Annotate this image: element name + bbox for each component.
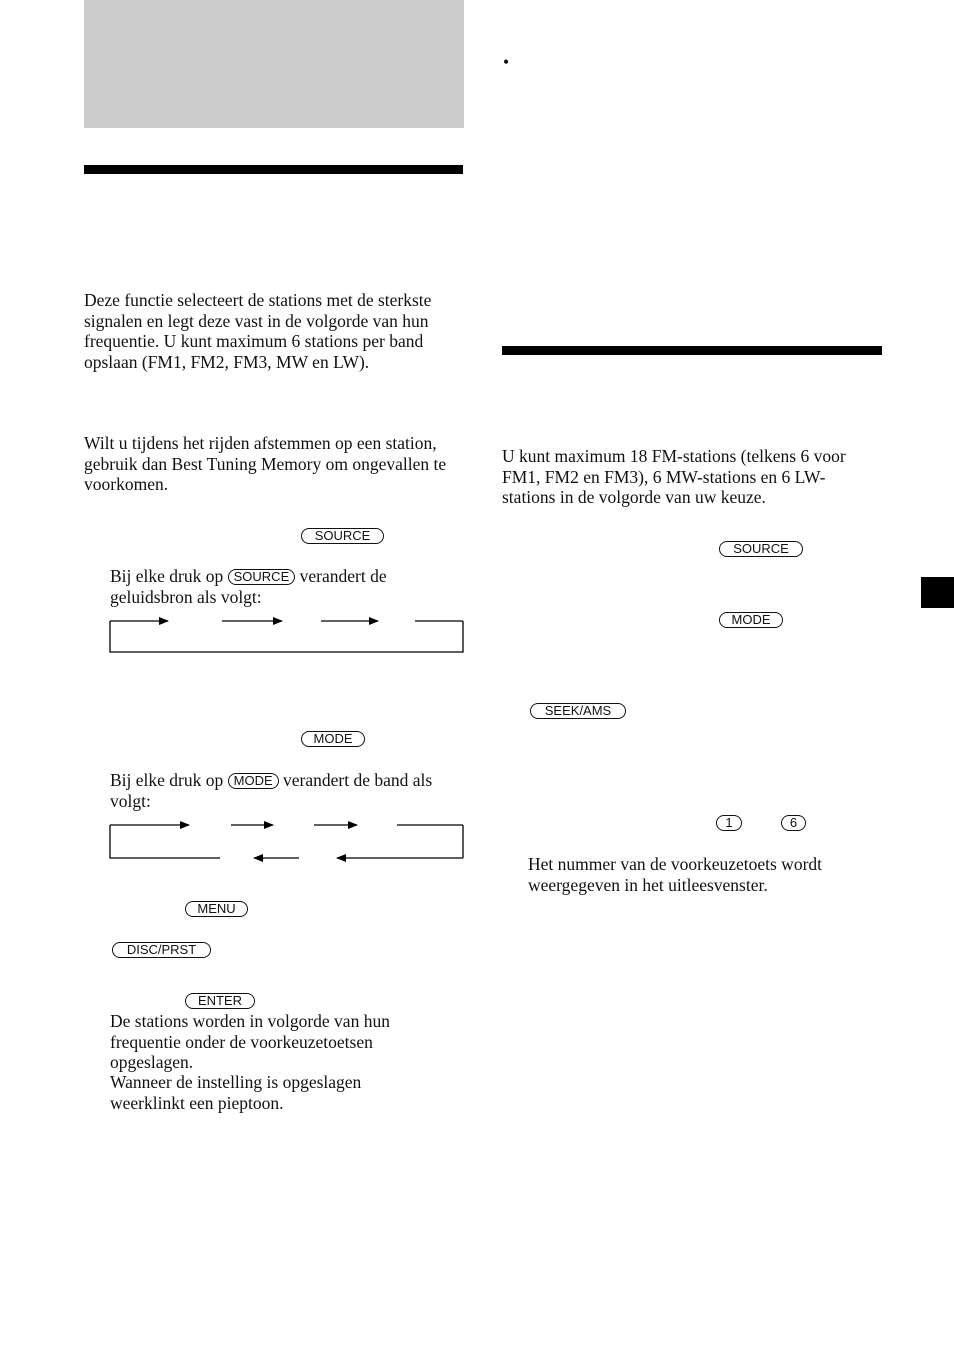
- left-intro-paragraph: Deze functie selecteert de stations met de sterkste signalen en legt deze vast in de volgorde van hun frequentie. U kunt maximum 6 stations per band opslaan (FM1, FM2, FM3, MW en LW).: [84, 290, 432, 372]
- seek-ams-key: SEEK/AMS: [530, 703, 626, 719]
- left-step5-note: Wanneer de instelling is opgeslagen weerklinkt een pieptoon.: [110, 1072, 362, 1113]
- step2-text-pre: Bij elke druk op: [110, 770, 224, 790]
- preset-1-key: 1: [716, 815, 742, 831]
- section-rule-right: [502, 346, 882, 355]
- right-bullet: •: [503, 52, 510, 72]
- mode-key: MODE: [301, 731, 365, 747]
- source-key: SOURCE: [301, 528, 384, 544]
- step1-text-post: verandert de geluidsbron als volgt:: [110, 566, 387, 607]
- preset-6-key: 6: [781, 815, 806, 831]
- source-key-inline: SOURCE: [228, 569, 296, 585]
- step1-text-pre: Bij elke druk op: [110, 566, 224, 586]
- enter-key: ENTER: [185, 993, 255, 1009]
- section-tab-marker: [921, 577, 954, 608]
- mode-key-inline: MODE: [228, 773, 279, 789]
- step2-text-post: verandert de band als volgt:: [110, 770, 433, 811]
- source-key-right: SOURCE: [719, 541, 803, 557]
- right-intro-paragraph: U kunt maximum 18 FM-stations (telkens 6 voor FM1, FM2 en FM3), 6 MW-stations en 6 LW-stations in de volgorde van uw keuze.: [502, 446, 846, 508]
- disc-prst-key: DISC/PRST: [112, 942, 211, 958]
- left-step5-text: De stations worden in volgorde van hun frequentie onder de voorkeuzetoetsen opgeslagen.: [110, 1011, 390, 1073]
- mode-key-right: MODE: [719, 612, 783, 628]
- menu-key: MENU: [185, 901, 248, 917]
- right-step4-text: Het nummer van de voorkeuzetoets wordt weergegeven in het uitleesvenster.: [528, 854, 823, 895]
- left-tip-paragraph: Wilt u tijdens het rijden afstemmen op een station, gebruik dan Best Tuning Memory om ongevallen te voorkomen.: [84, 433, 447, 495]
